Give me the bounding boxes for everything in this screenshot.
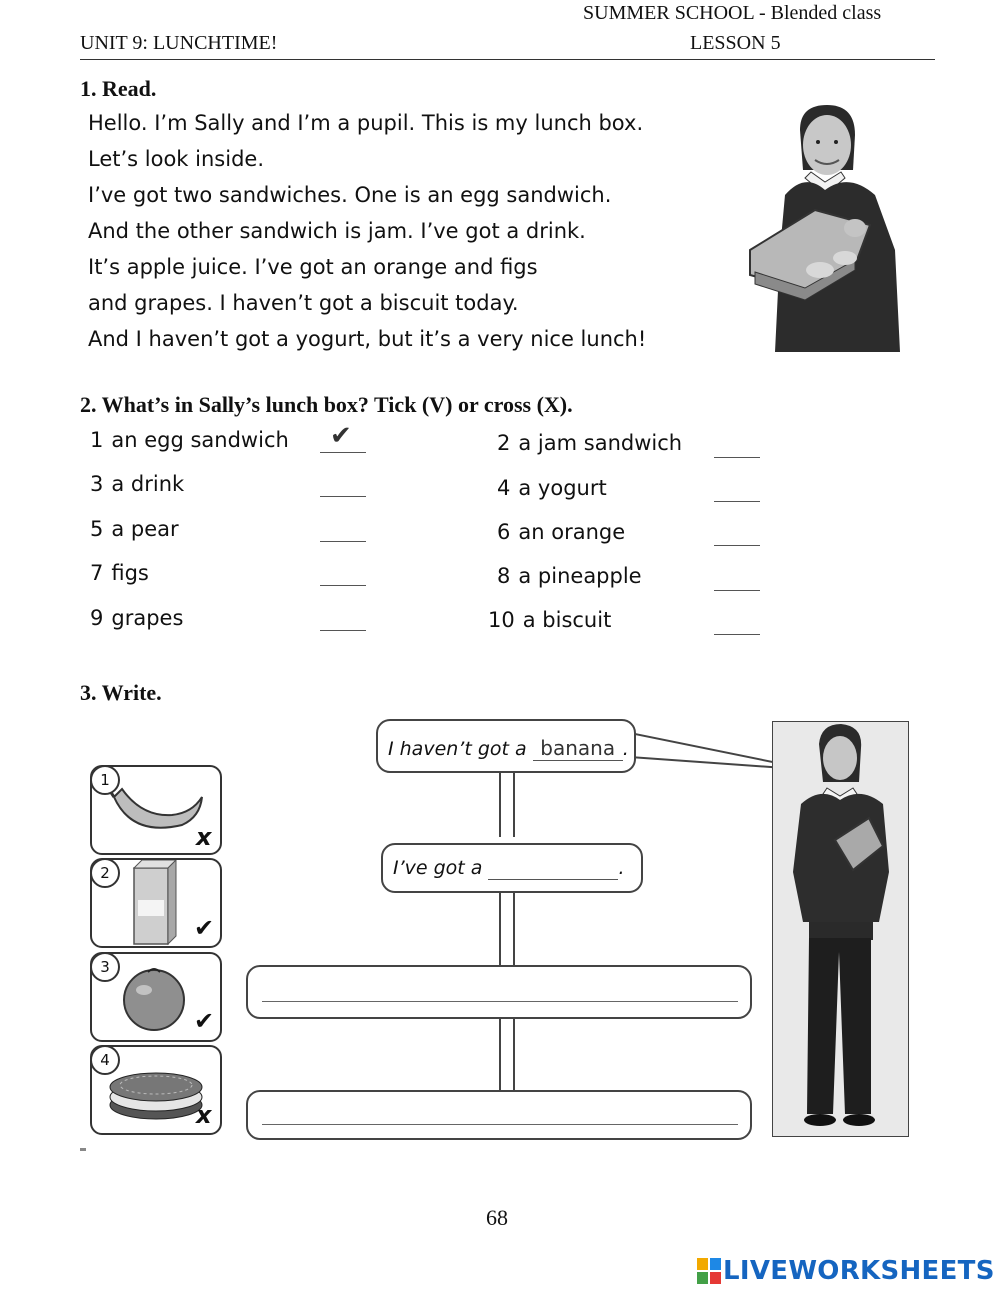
list-item <box>497 476 607 500</box>
answer-blank[interactable] <box>714 634 760 635</box>
brand-logo <box>697 1256 995 1286</box>
bubble-2-blank[interactable] <box>488 857 618 880</box>
answer-blank[interactable] <box>320 452 366 453</box>
item-label: a biscuit <box>522 608 612 632</box>
write-line-4[interactable] <box>262 1124 738 1125</box>
answer-blank[interactable] <box>714 590 760 591</box>
passage-line: It’s apple juice. I’ve got an orange and figs <box>88 255 538 279</box>
answer-blank[interactable] <box>320 541 366 542</box>
bubble-2-suffix: . <box>618 857 625 879</box>
list-item <box>90 561 149 585</box>
page-number: 68 <box>486 1205 508 1230</box>
bubble-1-suffix: . <box>622 738 629 760</box>
list-item <box>90 517 179 541</box>
answer-blank[interactable] <box>714 501 760 502</box>
speech-bubble-3 <box>246 965 752 1019</box>
passage-line: Let’s look inside. <box>88 147 264 171</box>
item-number: 8 <box>497 564 511 588</box>
speech-bubble-4 <box>246 1090 752 1140</box>
item-number: 4 <box>497 476 511 500</box>
bubble-2-prefix: I’ve got a <box>393 857 483 879</box>
section-3-title: 3. Write. <box>80 680 162 705</box>
unit-title: UNIT 9: LUNCHTIME! <box>80 32 278 54</box>
liveworksheets-logo-icon <box>697 1258 721 1284</box>
list-item <box>90 472 184 496</box>
picture-number: 4 <box>90 1045 120 1075</box>
girl-standing-icon <box>773 722 908 1136</box>
passage-line: And the other sandwich is jam. I’ve got a drink. <box>88 219 586 243</box>
item-label: a pineapple <box>518 564 642 588</box>
answer-blank[interactable] <box>714 545 760 546</box>
tick-mark: ✔ <box>194 914 215 942</box>
item-number: 10 <box>488 608 515 632</box>
girl-with-lunchbox-icon <box>745 100 925 352</box>
item-number: 3 <box>90 472 104 496</box>
brand-text: LIVEWORKSHEETS <box>723 1256 995 1286</box>
picture-number: 3 <box>90 952 120 982</box>
picture-number: 2 <box>90 858 120 888</box>
passage-line: and grapes. I haven’t got a biscuit today. <box>88 291 519 315</box>
passage-line: I’ve got two sandwiches. One is an egg sandwich. <box>88 183 612 207</box>
bubble-1-answer: banana <box>533 736 623 761</box>
bubble-1-text <box>388 736 629 761</box>
answer-blank[interactable] <box>714 457 760 458</box>
list-item <box>497 564 642 588</box>
section-2-title: 2. What’s in Sally’s lunch box? Tick (V) or cross (X). <box>80 392 573 417</box>
answer-blank[interactable] <box>320 496 366 497</box>
list-item <box>90 606 183 630</box>
item-label: figs <box>111 561 149 585</box>
tick-mark: ✔ <box>194 1007 215 1035</box>
example-tick-mark: ✔ <box>330 421 352 450</box>
item-label: a yogurt <box>518 476 607 500</box>
list-item <box>497 431 682 455</box>
item-number: 6 <box>497 520 511 544</box>
passage-line: Hello. I’m Sally and I’m a pupil. This is my lunch box. <box>88 111 644 135</box>
item-number: 9 <box>90 606 104 630</box>
item-number: 5 <box>90 517 104 541</box>
answer-blank[interactable] <box>320 630 366 631</box>
reading-passage <box>88 105 646 357</box>
item-label: grapes <box>111 606 184 630</box>
write-line-3[interactable] <box>262 1001 738 1002</box>
header-divider <box>80 59 935 60</box>
connector-lines <box>240 765 760 1145</box>
list-item <box>90 428 289 452</box>
cross-mark: x <box>196 1101 212 1129</box>
list-item <box>488 608 611 632</box>
item-label: a drink <box>111 472 185 496</box>
item-label: an orange <box>518 520 626 544</box>
course-title: SUMMER SCHOOL - Blended class <box>583 2 882 24</box>
cross-mark: x <box>196 823 212 851</box>
item-label: a pear <box>111 517 179 541</box>
answer-blank[interactable] <box>320 585 366 586</box>
section-1-title: 1. Read. <box>80 76 157 101</box>
item-label: an egg sandwich <box>111 428 289 452</box>
item-number: 1 <box>90 428 104 452</box>
list-item <box>497 520 625 544</box>
bubble-1-prefix: I haven’t got a <box>388 738 527 760</box>
stray-mark <box>80 1148 86 1151</box>
picture-number: 1 <box>90 765 120 795</box>
item-number: 2 <box>497 431 511 455</box>
item-number: 7 <box>90 561 104 585</box>
lesson-title: LESSON 5 <box>690 32 781 54</box>
item-label: a jam sandwich <box>518 431 683 455</box>
girl-standing-frame <box>772 721 909 1137</box>
bubble-2-text <box>393 857 625 880</box>
passage-line: And I haven’t got a yogurt, but it’s a very nice lunch! <box>88 327 647 351</box>
